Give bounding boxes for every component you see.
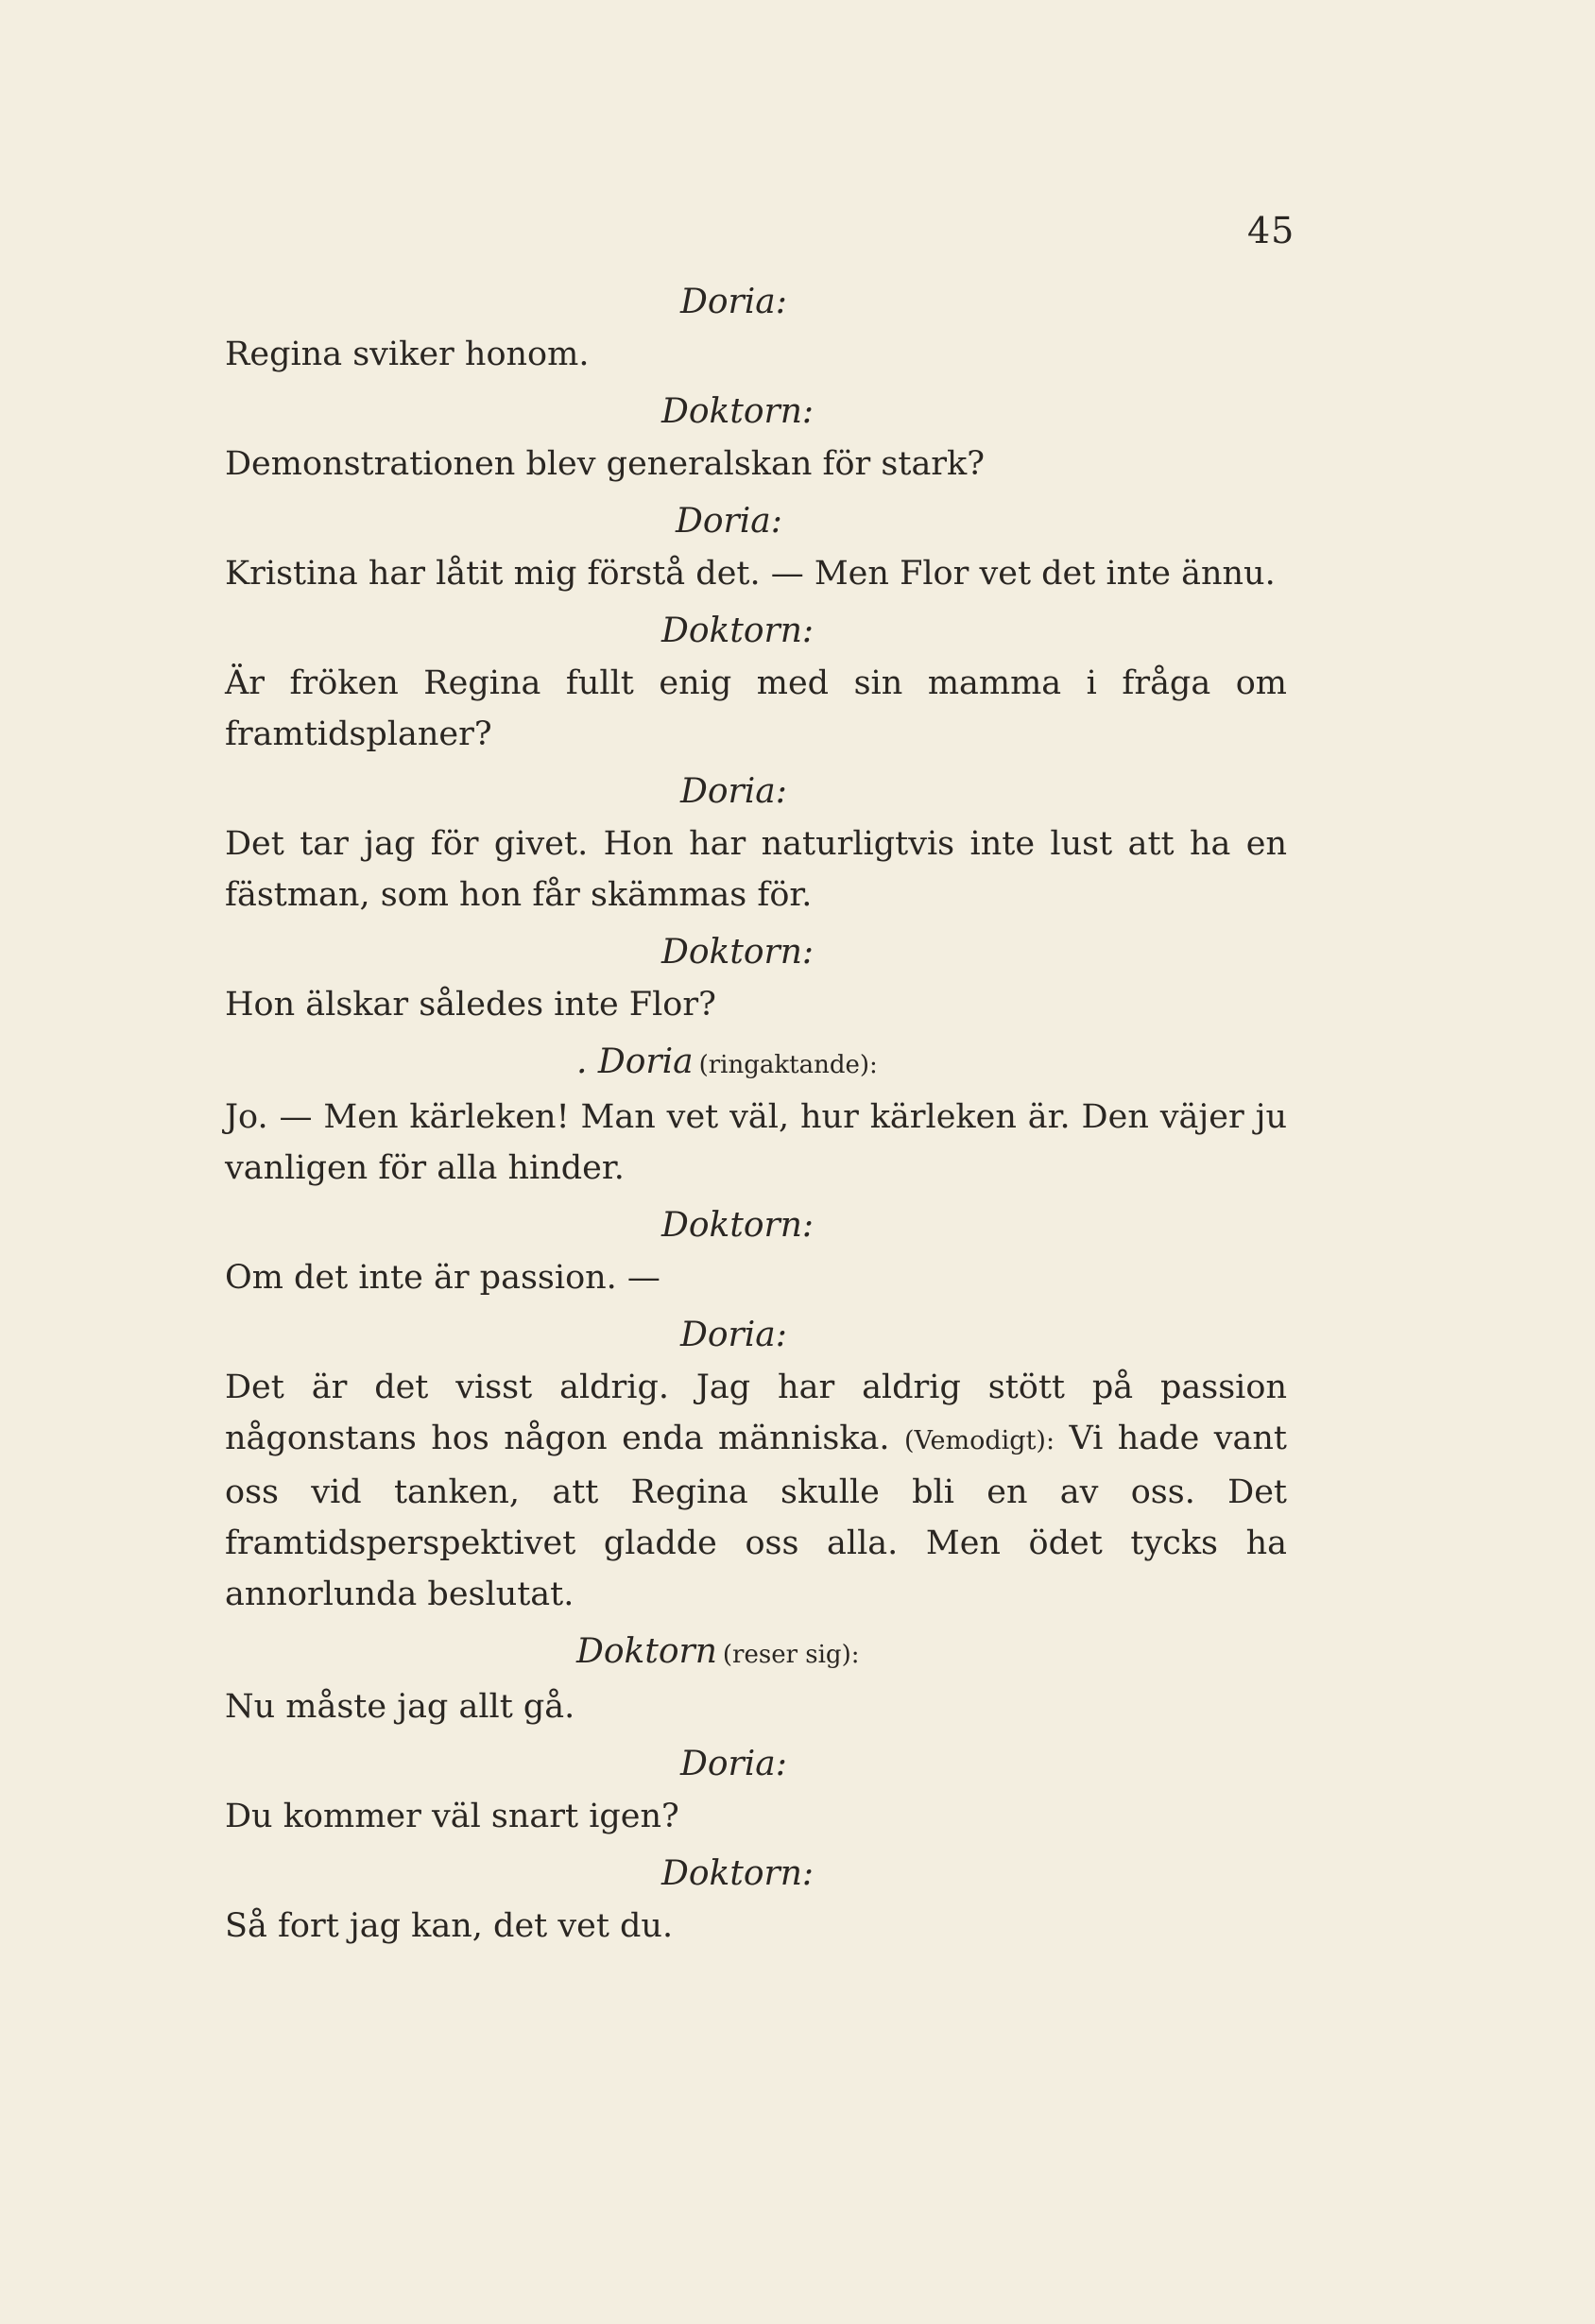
dialogue-line: Är fröken Regina fullt enig med sin mamma i fråga om framtidsplaner? (225, 664, 1287, 753)
page-number: 45 (1247, 210, 1295, 251)
speaker-label: Doktorn: (661, 1854, 815, 1893)
dialogue-line: Nu måste jag allt gå. (225, 1688, 575, 1726)
speaker-label: Doria: (680, 1316, 787, 1354)
speaker-label: Doria: (680, 772, 787, 811)
speaker-label: Doria: (676, 502, 782, 541)
dialogue-line: Regina sviker honom. (225, 336, 590, 373)
dialogue-line: Jo. — Men kärleken! Man vet väl, hur kärleken är. Den väjer ju vanligen för alla hinder. (225, 1098, 1287, 1187)
speaker-label: . Doria (ringaktande): (576, 1042, 878, 1081)
stage-direction: (ringaktande): (698, 1051, 878, 1079)
speaker-label: Doria: (680, 283, 787, 321)
speaker-label: Doktorn: (661, 1206, 815, 1245)
speaker-label: Doktorn: (661, 611, 815, 650)
dialogue-text (225, 276, 1287, 1957)
speaker-label: Doktorn: (661, 933, 815, 972)
dialogue-line: Så fort jag kan, det vet du. (225, 1907, 674, 1945)
dialogue-line: Kristina har låtit mig förstå det. — Men Flor vet det inte ännu. (225, 555, 1276, 593)
dialogue-line: Det är det visst aldrig. Jag har aldrig stött på passion någonstans hos någon enda människa. (Vemodigt): Vi hade vant oss vid tanken, att Regina skulle bli en av oss. Det framtidsperspektivet gladde oss alla. Men ödet tycks ha annorlunda beslutat. (225, 1369, 1287, 1613)
dialogue-line: Demonstrationen blev generalskan för stark? (225, 445, 986, 483)
dialogue-line: Om det inte är passion. — (225, 1259, 660, 1297)
dialogue-line: Det tar jag för givet. Hon har naturligtvis inte lust att ha en fästman, som hon får skämmas för. (225, 825, 1287, 914)
dialogue-line: Du kommer väl snart igen? (225, 1798, 679, 1835)
speaker-label: Doria: (680, 1745, 787, 1783)
stage-direction: (Vemodigt): (903, 1426, 1055, 1455)
stage-direction: (reser sig): (722, 1641, 860, 1669)
speaker-label: Doktorn (reser sig): (576, 1632, 860, 1671)
dialogue-line: Hon älskar således inte Flor? (225, 986, 716, 1024)
speaker-label: Doktorn: (661, 392, 815, 431)
